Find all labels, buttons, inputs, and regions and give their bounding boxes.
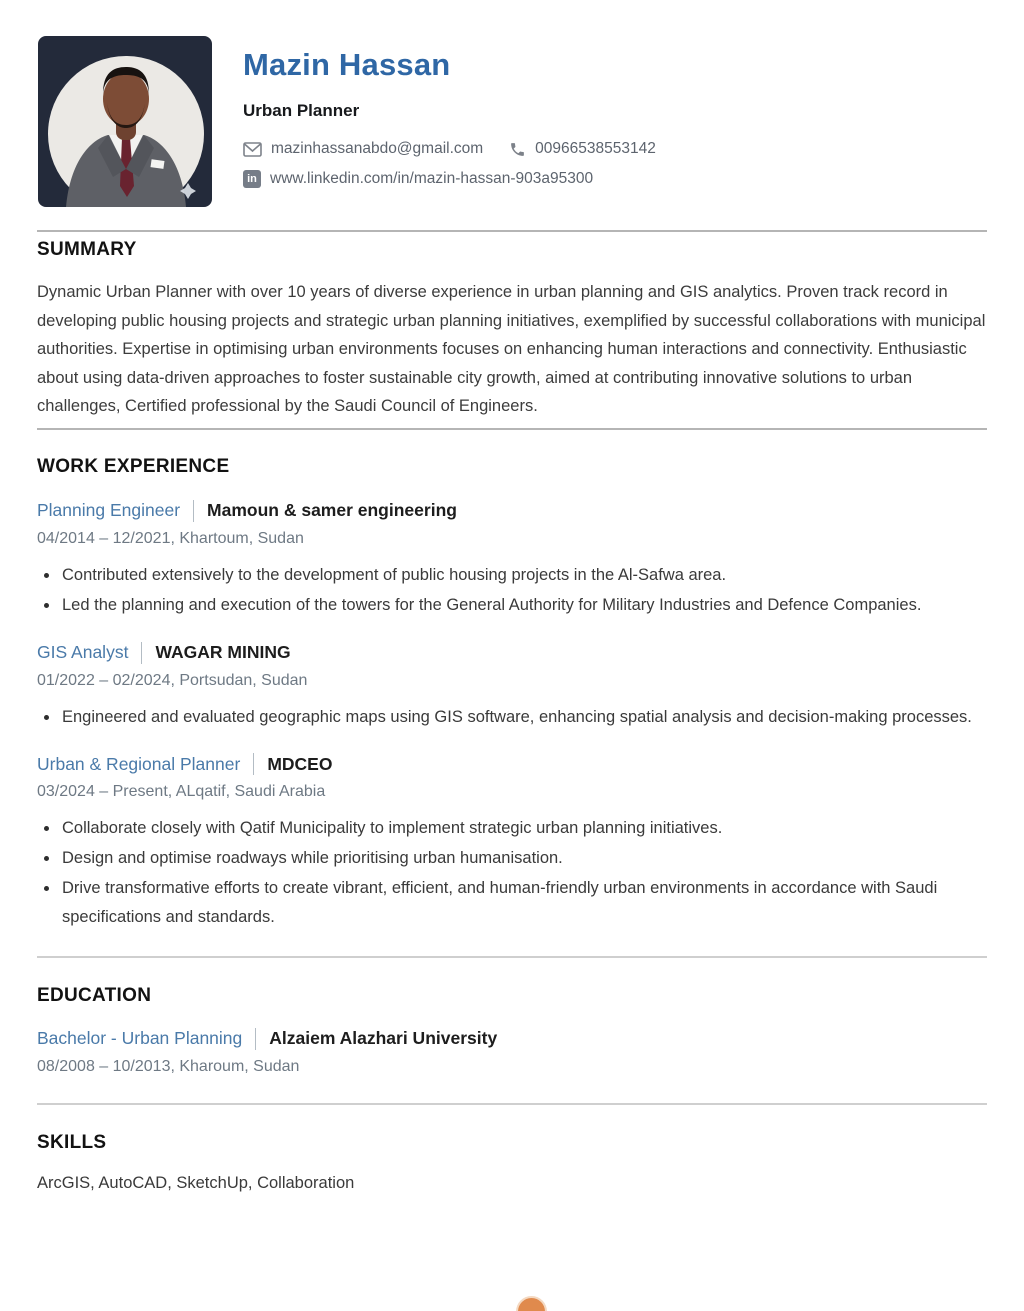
candidate-name: Mazin Hassan xyxy=(243,47,451,82)
section-divider xyxy=(37,428,987,430)
resume-body xyxy=(0,230,1024,1193)
contact-line-2 xyxy=(243,170,656,188)
phone-text: 00966538553142 xyxy=(535,140,656,157)
title-separator xyxy=(141,642,142,664)
education-school: Alzaiem Alazhari University xyxy=(269,1028,498,1049)
job-bullet: Led the planning and execution of the towers for the General Authority for Military Industries and Defence Companies. xyxy=(37,591,987,620)
email-contact xyxy=(243,140,483,158)
job-bullet: Contributed extensively to the development of public housing projects in the Al-Safwa area. xyxy=(37,561,987,590)
linkedin-contact xyxy=(243,170,593,188)
resume-header xyxy=(0,0,1024,207)
job-company: MDCEO xyxy=(267,753,333,774)
education-degree: Bachelor - Urban Planning xyxy=(37,1028,243,1049)
education-title-row xyxy=(37,1028,987,1050)
section-divider xyxy=(37,230,987,232)
job-meta: 03/2024 – Present, ALqatif, Saudi Arabia xyxy=(37,783,326,801)
job-meta: 04/2014 – 12/2021, Khartoum, Sudan xyxy=(37,529,304,547)
job-title-row xyxy=(37,500,987,522)
job-role: Planning Engineer xyxy=(37,500,181,521)
job-company: WAGAR MINING xyxy=(155,642,291,663)
title-separator xyxy=(253,753,254,775)
job-title-row xyxy=(37,642,987,664)
title-separator xyxy=(193,500,194,522)
phone-icon xyxy=(509,141,526,158)
job-entry-urban-regional-planner xyxy=(37,753,987,931)
work-experience-heading: WORK EXPERIENCE xyxy=(37,455,230,477)
section-divider xyxy=(37,956,987,958)
job-bullets xyxy=(37,561,987,620)
phone-contact xyxy=(509,140,656,158)
profile-photo-illustration xyxy=(38,36,212,207)
section-divider xyxy=(37,1103,987,1105)
job-role: GIS Analyst xyxy=(37,642,129,663)
education-heading: EDUCATION xyxy=(37,984,152,1006)
job-bullet: Engineered and evaluated geographic maps using GIS software, enhancing spatial analysis and decision-making processes. xyxy=(37,703,987,732)
job-entry-planning-engineer xyxy=(37,500,987,620)
skills-heading: SKILLS xyxy=(37,1131,107,1153)
job-bullet: Drive transformative efforts to create vibrant, efficient, and human-friendly urban environments in accordance with Saudi specifications and standards. xyxy=(37,874,987,932)
job-entry-gis-analyst xyxy=(37,642,987,732)
linkedin-icon: in xyxy=(243,170,261,188)
summary-text: Dynamic Urban Planner with over 10 years of diverse experience in urban planning and GIS analytics. Proven track record in developing public housing projects and strategic urban planning initiatives, exemplified by successful collaborations with municipal authorities. Expertise in optimising urban environments focuses on enhancing human interactions and connectivity. Enthusiastic about using data-driven approaches to foster sustainable city growth, aimed at contributing innovative solutions to urban challenges, Certified professional by the Saudi Council of Engineers. xyxy=(37,283,986,416)
envelope-icon xyxy=(243,142,262,157)
skills-list: ArcGIS, AutoCAD, SketchUp, Collaboration xyxy=(37,1173,355,1192)
email-text: mazinhassanabdo@gmail.com xyxy=(271,140,484,157)
job-bullet: Design and optimise roadways while prioritising urban humanisation. xyxy=(37,844,987,873)
education-meta: 08/2008 – 10/2013, Kharoum, Sudan xyxy=(37,1057,300,1075)
job-bullets xyxy=(37,814,987,931)
contact-line-1 xyxy=(243,140,656,158)
profile-photo xyxy=(38,36,212,207)
page-bottom-logo-dot xyxy=(518,1298,545,1311)
candidate-title: Urban Planner xyxy=(243,101,360,120)
linkedin-text: www.linkedin.com/in/mazin-hassan-903a95300 xyxy=(270,170,594,187)
job-bullets xyxy=(37,703,987,732)
header-info xyxy=(212,36,656,207)
job-role: Urban & Regional Planner xyxy=(37,753,241,774)
summary-heading: SUMMARY xyxy=(37,239,137,260)
job-company: Mamoun & samer engineering xyxy=(207,500,457,521)
job-bullet: Collaborate closely with Qatif Municipality to implement strategic urban planning initiatives. xyxy=(37,814,987,843)
job-meta: 01/2022 – 02/2024, Portsudan, Sudan xyxy=(37,671,308,689)
education-entry xyxy=(37,1028,987,1076)
job-title-row xyxy=(37,753,987,775)
title-separator xyxy=(255,1028,256,1050)
